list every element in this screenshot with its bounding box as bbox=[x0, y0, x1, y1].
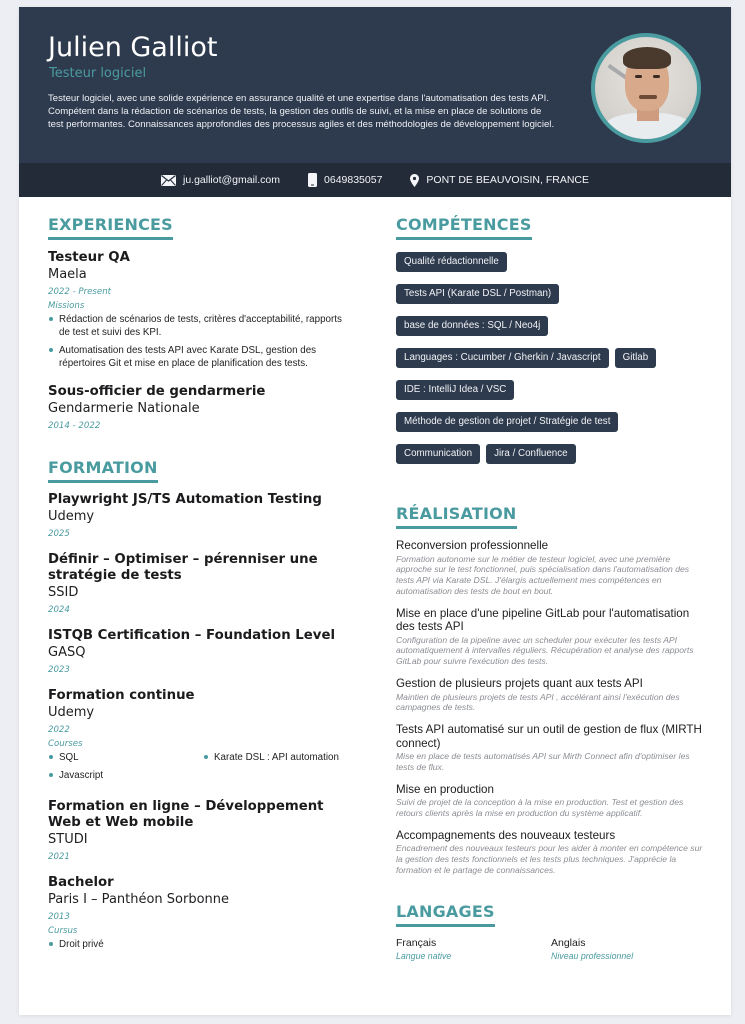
realisation-description: Formation autonome sur le métier de testeur logiciel, avec une première approche sur le test fonctionnel, puis spécialisation dans l'automatisation des tests API via Karate DSL. J'élargis actuellement mes compétences en automatisation des tests de bout en bout. bbox=[396, 553, 690, 596]
envelope-icon bbox=[161, 175, 176, 186]
realisation-description: Configuration de la pipeline avec un scheduler pour exécuter les tests API automatiquement à intervalles réguliers. Récupération et analyse des rapports GitLab pour suivre l'exécution des tests. bbox=[396, 634, 694, 667]
formation-title: Définir – Optimiser – pérenniser une stratégie de tests bbox=[48, 552, 318, 583]
language-item bbox=[396, 937, 551, 962]
skill-tag: Tests API (Karate DSL / Postman) bbox=[396, 284, 559, 304]
experience-company: Gendarmerie Nationale bbox=[48, 401, 200, 416]
formation-school: Paris I – Panthéon Sorbonne bbox=[48, 892, 230, 907]
photo-hair bbox=[623, 47, 671, 69]
missions-list bbox=[48, 313, 348, 370]
realisation-item bbox=[396, 677, 706, 713]
realisation-description: Mise en place de tests automatisés API sur Mirth Connect afin d'optimiser les tests de flux. bbox=[396, 751, 690, 772]
formation-date: 2022 bbox=[48, 725, 70, 735]
experience-entry bbox=[48, 384, 348, 432]
skill-tag: Jira / Confluence bbox=[486, 444, 576, 464]
right-column bbox=[396, 215, 706, 962]
skill-tag: Languages : Cucumber / Gherkin / Javascript bbox=[396, 348, 609, 368]
map-pin-icon bbox=[410, 174, 419, 187]
realisation-item bbox=[396, 723, 706, 773]
phone-icon bbox=[308, 173, 317, 187]
formation-school: Udemy bbox=[48, 509, 95, 524]
realisation-item bbox=[396, 539, 706, 597]
language-name: Français bbox=[396, 936, 437, 949]
formation-date: 2021 bbox=[48, 852, 70, 862]
formation-title: Formation continue bbox=[48, 688, 195, 703]
language-name: Anglais bbox=[551, 936, 586, 949]
contact-bar bbox=[19, 163, 731, 197]
realisation-title: Gestion de plusieurs projets quant aux tests API bbox=[396, 677, 643, 691]
formation-date: 2023 bbox=[48, 665, 70, 675]
resume-header bbox=[19, 7, 731, 163]
formation-date: 2025 bbox=[48, 529, 70, 539]
realisation-title: Tests API automatisé sur un outil de gestion de flux (MIRTH connect) bbox=[396, 723, 702, 750]
course-item: Karate DSL : API automation bbox=[203, 751, 348, 764]
langages-section bbox=[396, 902, 706, 962]
skills-list bbox=[396, 252, 696, 464]
experiences-section bbox=[48, 215, 348, 432]
formation-title: ISTQB Certification – Foundation Level bbox=[48, 628, 336, 643]
profile-summary: Testeur logiciel, avec une solide expérience en assurance qualité et une expertise dans l'automatisation des tests API. Compétent dans la rédaction de scénarios de tests, la gestion des outils de suivi, et la mise en place de solutions de test performantes. Connaissances approfondies des processus agiles et des méthodologies de développement logiciel. bbox=[48, 93, 555, 131]
photo-mustache bbox=[639, 95, 657, 99]
realisation-title: Reconversion professionnelle bbox=[396, 539, 549, 552]
realisation-item bbox=[396, 607, 706, 667]
skill-tag: Méthode de gestion de projet / Stratégie de test bbox=[396, 412, 618, 432]
experience-missions-label: Missions bbox=[48, 301, 85, 311]
formation-title: Formation en ligne – Développement Web et Web mobile bbox=[48, 799, 324, 830]
formation-school: GASQ bbox=[48, 645, 86, 660]
formation-school: Udemy bbox=[48, 705, 95, 720]
skill-tag: Communication bbox=[396, 444, 480, 464]
experience-title: Sous-officier de gendarmerie bbox=[48, 384, 266, 399]
job-title: Testeur logiciel bbox=[49, 66, 147, 81]
section-title-experiences: EXPERIENCES bbox=[48, 215, 173, 240]
formation-cursus-label: Cursus bbox=[48, 926, 78, 936]
formation-title: Bachelor bbox=[48, 875, 114, 890]
language-level: Langue native bbox=[396, 950, 452, 961]
formation-section bbox=[48, 458, 348, 951]
formation-entry bbox=[48, 688, 348, 787]
realisation-title: Mise en production bbox=[396, 782, 494, 796]
formation-school: SSID bbox=[48, 585, 79, 600]
photo-eye-left bbox=[635, 75, 642, 78]
contact-location bbox=[410, 174, 589, 187]
experience-entry bbox=[48, 250, 348, 370]
experience-date: 2022 - Present bbox=[48, 287, 112, 297]
cursus-item: Droit privé bbox=[48, 938, 348, 951]
course-item: Javascript bbox=[48, 769, 193, 782]
left-column bbox=[48, 215, 348, 963]
contact-phone[interactable] bbox=[308, 173, 382, 187]
section-title-langages: LANGAGES bbox=[396, 902, 495, 927]
resume-page bbox=[19, 7, 731, 1015]
formation-entry bbox=[48, 552, 348, 616]
email-text: ju.galliot@gmail.com bbox=[182, 174, 281, 186]
language-level: Niveau professionnel bbox=[551, 950, 634, 961]
formation-entry bbox=[48, 628, 348, 676]
skill-tag: Qualité rédactionnelle bbox=[396, 252, 507, 272]
realisation-item bbox=[396, 783, 706, 819]
formation-courses-label: Courses bbox=[48, 739, 83, 749]
formation-title: Playwright JS/TS Automation Testing bbox=[48, 492, 322, 507]
formation-entry bbox=[48, 875, 348, 951]
cursus-list bbox=[48, 938, 348, 951]
formation-entry bbox=[48, 492, 348, 540]
section-title-competences: COMPÉTENCES bbox=[396, 215, 532, 240]
location-text: PONT DE BEAUVOISIN, FRANCE bbox=[426, 174, 590, 186]
realisation-title: Accompagnements des nouveaux testeurs bbox=[396, 828, 616, 842]
formation-date: 2013 bbox=[48, 912, 70, 922]
section-title-formation: FORMATION bbox=[48, 458, 158, 483]
realisation-description: Suivi de projet de la conception à la mise en production. Test et gestion des retours clients après la mise en production du système applicatif. bbox=[396, 797, 684, 819]
realisation-section bbox=[396, 504, 706, 876]
realisation-description: Encadrement des nouveaux testeurs pour les aider à monter en compétence sur la gestion des tests fonctionnels et les tests plus techniques. J'apprécie la formation et le partage de connaissances. bbox=[396, 843, 703, 875]
photo-eye-right bbox=[653, 75, 660, 78]
phone-text: 0649835057 bbox=[324, 174, 383, 186]
languages-list bbox=[396, 937, 706, 962]
formation-school: STUDI bbox=[48, 832, 88, 847]
skill-tag: base de données : SQL / Neo4j bbox=[396, 316, 548, 336]
section-title-realisation: RÉALISATION bbox=[396, 504, 517, 529]
language-item bbox=[551, 937, 706, 962]
course-item: SQL bbox=[48, 751, 193, 764]
profile-photo bbox=[591, 33, 701, 143]
formation-date: 2024 bbox=[48, 605, 70, 615]
formation-entry bbox=[48, 799, 348, 863]
realisation-item bbox=[396, 829, 706, 876]
mission-item: Automatisation des tests API avec Karate DSL, gestion des répertoires Git et mise en place de planification des tests. bbox=[48, 344, 348, 370]
competences-section bbox=[396, 215, 706, 464]
skill-tag: Gitlab bbox=[615, 348, 657, 368]
realisation-description: Maintien de plusieurs projets de tests API , accélérant ainsi l'exécution des campagnes de tests. bbox=[396, 691, 680, 713]
skill-tag: IDE : IntelliJ Idea / VSC bbox=[396, 380, 514, 400]
full-name: Julien Galliot bbox=[48, 32, 218, 63]
experience-company: Maela bbox=[48, 267, 87, 282]
experience-title: Testeur QA bbox=[48, 250, 130, 265]
experience-date: 2014 - 2022 bbox=[48, 421, 101, 431]
courses-list bbox=[48, 751, 348, 787]
realisation-title: Mise en place d'une pipeline GitLab pour l'automatisation des tests API bbox=[396, 606, 690, 634]
contact-email[interactable] bbox=[161, 174, 280, 186]
mission-item: Rédaction de scénarios de tests, critères d'acceptabilité, rapports de test et suivi des KPI. bbox=[48, 313, 348, 339]
